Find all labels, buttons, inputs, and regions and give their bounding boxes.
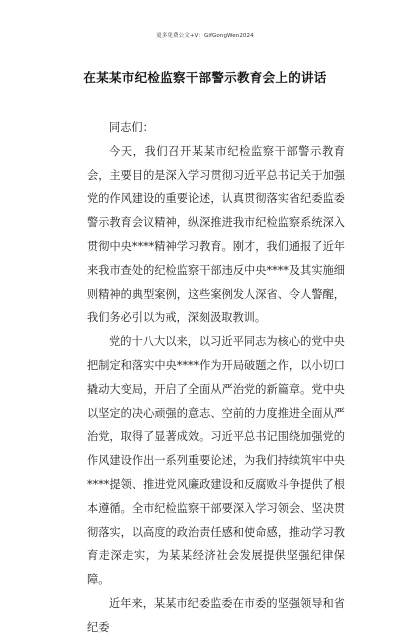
paragraph-2: 党的十八大以来，以习近平同志为核心的党中央把制定和落实中央****作为开局破题之作，以小切口撬动大变局，开启了全面从严治党的新篇章。党中央以坚定的决心顽强的意志、空前的力度推进全面从严治党，取得了显著成效。习近平总书记围绕加强党的作风建设作出一系列重要论述，为我们持续筑牢中央****提领、推进党风廉政建设和反腐败斗争提供了根本遵循。全市纪检监察干部要深入学习领会、坚决贯彻落实，以高度的政治责任感和使命感，推动学习教育走深走实，为某某经济社会发展提供坚强纪律保障。 — [87, 335, 345, 587]
salutation: 同志们： — [109, 121, 154, 134]
paragraph-1: 今天，我们召开某某市纪检监察干部警示教育会，主要目的是深入学习贯彻习近平总书记关于加强党的作风建设的重要论述，认真贯彻落实省纪委监委警示教育会议精神，纵深推进我市纪检监察系统深入贯彻中央****精神学习教育。刚才，我们通报了近年来我市查处的纪检监察干部违反中央****及其实施细则精神的典型案例，这些案例发人深省、令人警醒，我们务必引以为戒，深刻汲取教训。 — [87, 144, 345, 325]
document-body — [87, 116, 345, 640]
document-title: 在某某市纪检监察干部警示教育会上的讲话 — [83, 70, 327, 85]
paragraph-3: 近年来，某某市纪委监委在市委的坚强领导和省纪委 — [87, 596, 345, 634]
header-note: 更多免费公文+V：GifGongWen2024 — [156, 33, 254, 39]
